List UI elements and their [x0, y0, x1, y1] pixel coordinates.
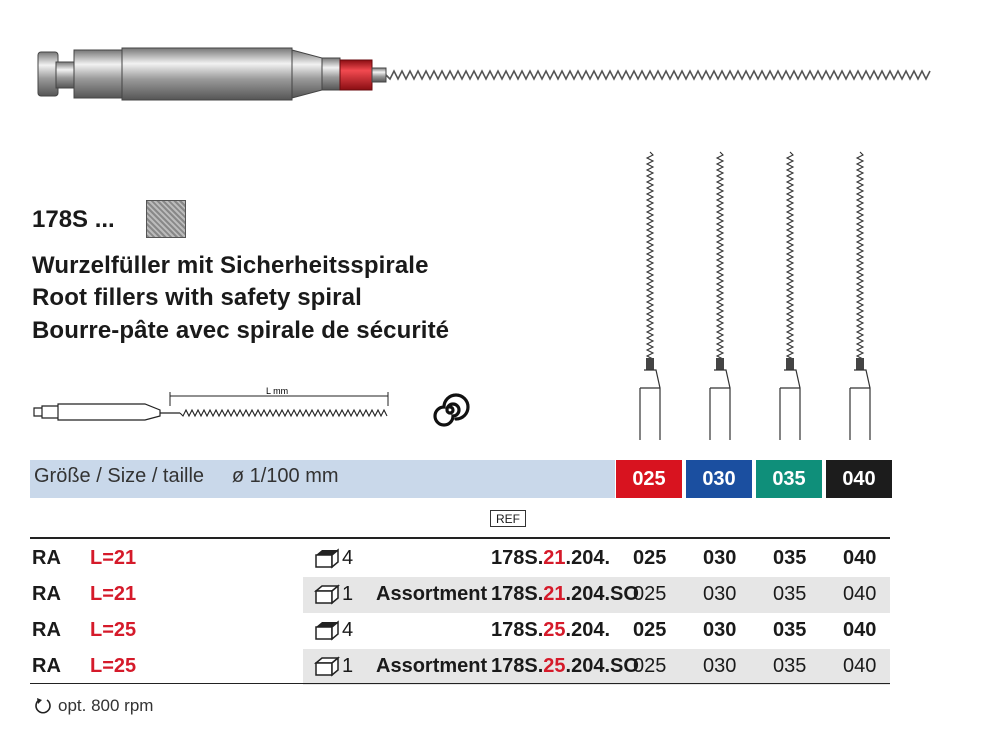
length-label: L mm — [266, 386, 289, 396]
row-ref: 178S.21.204. — [491, 547, 610, 569]
row-size-1: 030 — [703, 583, 737, 605]
row-type: RA — [32, 547, 61, 569]
ref-label: REF — [490, 510, 526, 527]
row-qty: 1 — [342, 583, 354, 605]
row-size-1: 030 — [703, 547, 737, 569]
size-040-box: 040 — [826, 460, 892, 498]
footer-rpm: opt. 800 rpm — [58, 696, 154, 715]
row-qty: 4 — [342, 619, 354, 641]
row-description: Assortment — [376, 583, 488, 605]
instrument-illustration — [30, 40, 950, 120]
package-open-icon — [314, 655, 340, 677]
row-description: Assortment — [376, 655, 488, 677]
row-type: RA — [32, 583, 61, 605]
row-length: L=21 — [90, 547, 137, 569]
length-schematic — [30, 386, 400, 430]
table-top-rule — [30, 537, 890, 539]
title-de: Wurzelfüller mit Sicherheitsspirale — [32, 252, 429, 279]
file-illustration-0 — [640, 152, 660, 440]
row-length: L=25 — [90, 619, 137, 641]
row-size-0: 025 — [633, 547, 667, 569]
file-illustration-3 — [850, 152, 870, 440]
table-row — [30, 649, 890, 685]
package-icon — [314, 619, 340, 641]
size-035-box: 035 — [756, 460, 822, 498]
table-row — [30, 577, 890, 613]
rotation-icon — [34, 697, 52, 715]
row-length: L=21 — [90, 583, 137, 605]
row-size-0: 025 — [633, 655, 667, 677]
product-code: 178S ... — [32, 206, 115, 233]
package-icon — [314, 547, 340, 569]
row-type: RA — [32, 619, 61, 641]
spiral-icon — [428, 388, 472, 432]
row-size-3: 040 — [843, 655, 877, 677]
row-size-3: 040 — [843, 619, 877, 641]
row-length: L=25 — [90, 655, 137, 677]
row-ref: 178S.25.204. — [491, 619, 610, 641]
size-030-box: 030 — [686, 460, 752, 498]
size-bar-label: Größe / Size / taille ø 1/100 mm — [34, 465, 339, 487]
row-size-3: 040 — [843, 583, 877, 605]
table-bottom-rule — [30, 683, 890, 684]
table-row — [30, 541, 890, 577]
file-illustration-2 — [780, 152, 800, 440]
package-open-icon — [314, 583, 340, 605]
row-size-2: 035 — [773, 655, 807, 677]
row-size-0: 025 — [633, 583, 667, 605]
row-size-2: 035 — [773, 583, 807, 605]
row-ref: 178S.25.204.SO — [491, 655, 639, 677]
title-en: Root fillers with safety spiral — [32, 284, 362, 311]
row-size-2: 035 — [773, 547, 807, 569]
size-file-illustrations — [620, 148, 900, 444]
root-canal-icon — [146, 200, 186, 238]
file-illustration-1 — [710, 152, 730, 440]
row-size-1: 030 — [703, 655, 737, 677]
row-size-3: 040 — [843, 547, 877, 569]
table-row — [30, 613, 890, 649]
row-qty: 1 — [342, 655, 354, 677]
row-type: RA — [32, 655, 61, 677]
row-ref: 178S.21.204.SO — [491, 583, 639, 605]
row-size-0: 025 — [633, 619, 667, 641]
size-025-box: 025 — [616, 460, 682, 498]
title-fr: Bourre-pâte avec spirale de sécurité — [32, 317, 450, 344]
row-qty: 4 — [342, 547, 354, 569]
row-size-2: 035 — [773, 619, 807, 641]
row-size-1: 030 — [703, 619, 737, 641]
